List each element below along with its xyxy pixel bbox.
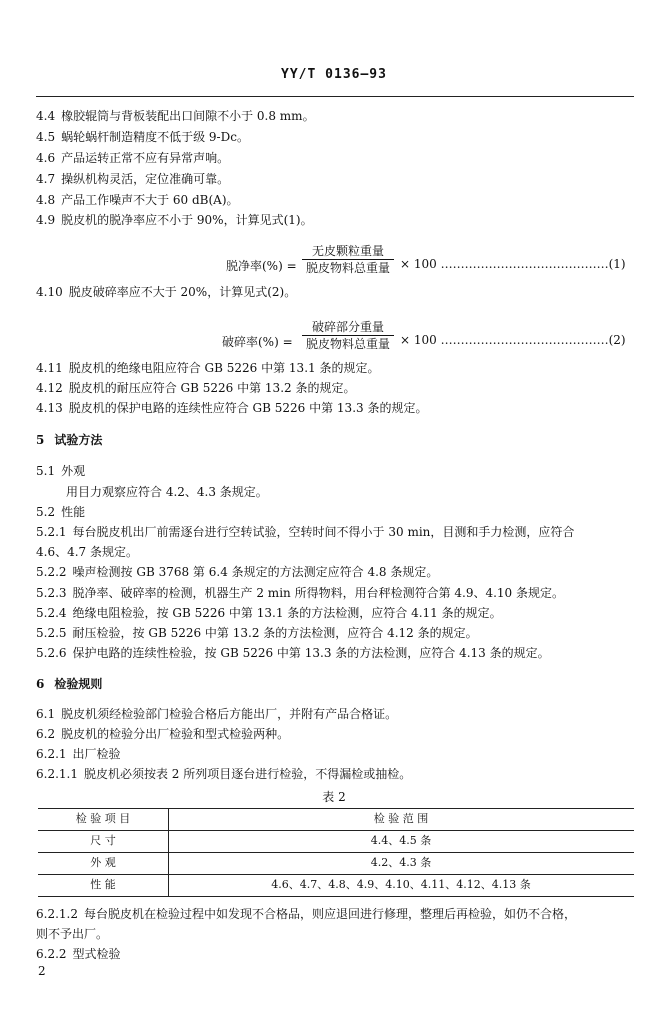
clause-number: 4.6 <box>36 151 56 165</box>
table-cell-range: 4.4、4.5 条 <box>370 834 432 847</box>
clause-4-10 <box>36 284 296 300</box>
clause-4-9 <box>36 212 313 228</box>
section-title: 试验方法 <box>54 433 103 447</box>
clause-text: 耐压检验，按 GB 5226 中第 13.2 条的方法检测，应符合 4.12 条的规定。 <box>72 626 478 640</box>
table-cell-range: 4.2、4.3 条 <box>370 856 432 869</box>
table-cell-item: 尺 寸 <box>90 834 116 847</box>
clause-text: 产品运转正常不应有异常声响。 <box>61 151 230 165</box>
clause-number: 6.2 <box>36 727 56 741</box>
clause-text: 脱皮机的绝缘电阻应符合 GB 5226 中第 13.1 条的规定。 <box>68 361 380 375</box>
clause-5-2-2 <box>36 564 438 580</box>
clause-5-2-1-cont: 4.6、4.7 条规定。 <box>36 545 138 559</box>
clause-text: 外观 <box>61 464 86 478</box>
table-row-rule <box>38 874 634 875</box>
clause-number: 5.2.4 <box>36 606 67 620</box>
header-rule <box>36 96 634 97</box>
formula-1-numerator: 无皮颗粒重量 <box>302 244 394 260</box>
page-number: 2 <box>38 964 46 978</box>
clause-number: 4.5 <box>36 130 56 144</box>
clause-6-2-1-1 <box>36 766 411 782</box>
table-header-rule <box>38 830 634 831</box>
table-top-rule <box>38 808 634 809</box>
clause-number: 6.2.1.1 <box>36 767 78 781</box>
table-cell-item: 外 观 <box>90 856 116 869</box>
clause-4-4 <box>36 108 315 124</box>
formula-2-denominator: 脱皮物料总重量 <box>305 337 390 351</box>
clause-number: 6.2.1 <box>36 747 67 761</box>
section-6-heading <box>36 676 102 692</box>
clause-number: 5.2.6 <box>36 646 67 660</box>
table-row-rule <box>38 852 634 853</box>
section-number: 5 <box>36 433 45 447</box>
clause-6-2-1 <box>36 746 121 762</box>
clause-number: 5.2.1 <box>36 525 67 539</box>
clause-4-7 <box>36 171 229 187</box>
clause-5-2-3 <box>36 585 564 601</box>
clause-6-2 <box>36 726 289 742</box>
clause-text: 出厂检验 <box>72 747 121 761</box>
clause-4-13 <box>36 400 427 416</box>
clause-6-2-1-2 <box>36 906 576 922</box>
clause-text: 噪声检测按 GB 3768 第 6.4 条规定的方法测定应符合 4.8 条规定。 <box>72 565 439 579</box>
clause-text: 脱皮机须经检验部门检验合格后方能出厂，并附有产品合格证。 <box>61 707 398 721</box>
clause-6-1 <box>36 706 397 722</box>
table-header-item: 检 验 项 目 <box>75 812 131 825</box>
clause-4-5 <box>36 129 249 145</box>
clause-5-1 <box>36 463 85 479</box>
clause-5-2-5 <box>36 625 478 641</box>
formula-2-rhs: × 100 ……………………………………(2) <box>400 333 626 347</box>
clause-number: 5.2.3 <box>36 586 67 600</box>
clause-4-11 <box>36 360 379 376</box>
clause-5-1-body: 用目力观察应符合 4.2、4.3 条规定。 <box>66 485 268 499</box>
table-2-title: 表 2 <box>322 790 346 804</box>
clause-number: 6.1 <box>36 707 56 721</box>
section-number: 6 <box>36 677 45 691</box>
clause-text: 脱皮机的保护电路的连续性应符合 GB 5226 中第 13.3 条的规定。 <box>68 401 428 415</box>
table-cell-range: 4.6、4.7、4.8、4.9、4.10、4.11、4.12、4.13 条 <box>271 878 531 891</box>
clause-5-2 <box>36 504 85 520</box>
clause-number: 4.9 <box>36 213 56 227</box>
clause-number: 6.2.1.2 <box>36 907 78 921</box>
clause-text: 脱皮机的检验分出厂检验和型式检验两种。 <box>61 727 290 741</box>
clause-number: 5.1 <box>36 464 56 478</box>
clause-6-2-1-2-cont: 则不予出厂。 <box>36 927 109 941</box>
clause-number: 4.13 <box>36 401 63 415</box>
clause-number: 4.8 <box>36 193 56 207</box>
clause-number: 4.12 <box>36 381 63 395</box>
formula-1-lhs: 脱净率(%) = <box>226 259 297 273</box>
clause-5-2-1 <box>36 524 574 540</box>
clause-text: 脱皮破碎率应不大于 20%，计算见式(2)。 <box>68 285 297 299</box>
formula-1-denominator: 脱皮物料总重量 <box>305 261 390 275</box>
clause-text: 操纵机构灵活，定位准确可靠。 <box>61 172 230 186</box>
clause-text: 性能 <box>61 505 86 519</box>
formula-1-rhs: × 100 ……………………………………(1) <box>400 257 626 271</box>
clause-number: 6.2.2 <box>36 947 67 961</box>
clause-5-2-4 <box>36 605 502 621</box>
clause-4-6 <box>36 150 229 166</box>
formula-2-fraction <box>302 320 394 351</box>
clause-number: 5.2.5 <box>36 626 67 640</box>
clause-text: 脱净率、破碎率的检测，机器生产 2 min 所得物料，用台秤检测符合第 4.9、4.10 条规定。 <box>72 586 565 600</box>
clause-4-8 <box>36 192 239 208</box>
clause-text: 蜗轮蜗杆制造精度不低于级 9-Dc。 <box>61 130 249 144</box>
clause-4-12 <box>36 380 355 396</box>
clause-text: 脱皮机的耐压应符合 GB 5226 中第 13.2 条的规定。 <box>68 381 356 395</box>
table-cell-item: 性 能 <box>90 878 116 891</box>
clause-text: 产品工作噪声不大于 60 dB(A)。 <box>61 193 239 207</box>
clause-6-2-2 <box>36 946 121 962</box>
table-header-range: 检 验 范 围 <box>373 812 429 825</box>
clause-text: 型式检验 <box>72 947 121 961</box>
clause-number: 5.2.2 <box>36 565 67 579</box>
clause-number: 4.4 <box>36 109 56 123</box>
section-title: 检验规则 <box>54 677 103 691</box>
table-bottom-rule <box>38 896 634 897</box>
formula-2-numerator: 破碎部分重量 <box>302 320 394 336</box>
clause-number: 4.10 <box>36 285 63 299</box>
clause-text: 每台脱皮机出厂前需逐台进行空转试验，空转时间不得小于 30 min，目测和手力检测，应符合 <box>72 525 575 539</box>
clause-text: 橡胶辊筒与背板装配出口间隙不小于 0.8 mm。 <box>61 109 315 123</box>
clause-number: 4.7 <box>36 172 56 186</box>
clause-number: 5.2 <box>36 505 56 519</box>
page-header: YY/T 0136—93 <box>281 67 387 82</box>
formula-1-fraction <box>302 244 394 275</box>
section-5-heading <box>36 432 102 448</box>
clause-5-2-6 <box>36 645 550 661</box>
clause-text: 脱皮机的脱净率应不小于 90%，计算见式(1)。 <box>61 213 313 227</box>
formula-2-lhs: 破碎率(%) = <box>222 335 293 349</box>
clause-text: 每台脱皮机在检验过程中如发现不合格品，则应退回进行修理，整理后再检验，如仍不合格， <box>83 907 576 921</box>
clause-number: 4.11 <box>36 361 63 375</box>
clause-text: 保护电路的连续性检验，按 GB 5226 中第 13.3 条的方法检测，应符合 4.13 条的规定。 <box>72 646 550 660</box>
clause-text: 绝缘电阻检验，按 GB 5226 中第 13.1 条的方法检测，应符合 4.11 条的规定。 <box>72 606 502 620</box>
clause-text: 脱皮机必须按表 2 所列项目逐台进行检验，不得漏检或抽检。 <box>83 767 412 781</box>
